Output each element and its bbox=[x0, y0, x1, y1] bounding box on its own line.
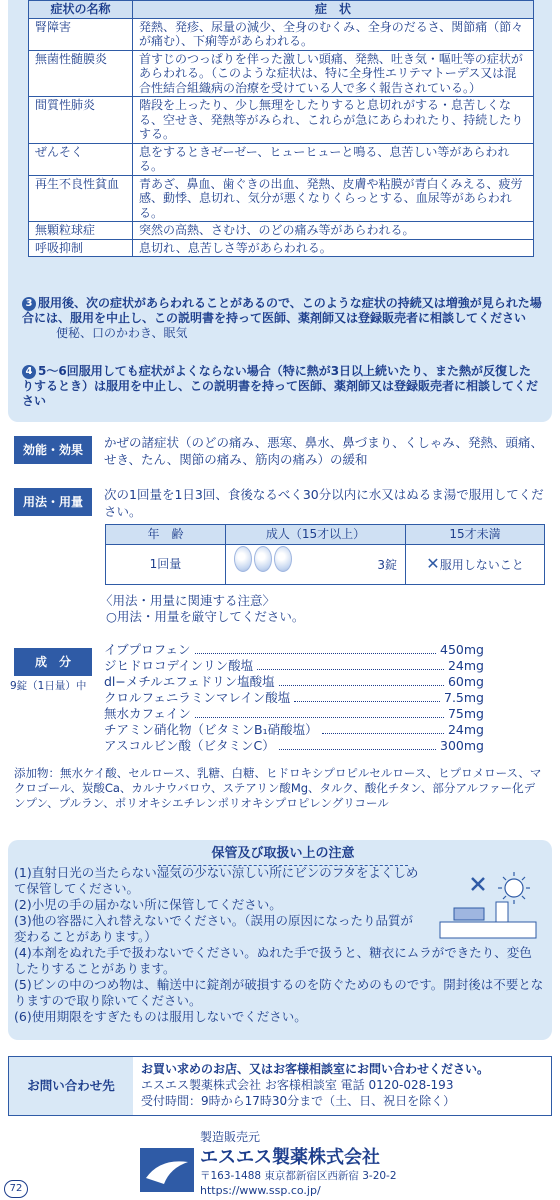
list-item: クロルフェニラミンマレイン酸塩 7.5mg bbox=[104, 690, 484, 705]
note-4-text: 5～6回服用しても症状がよくならない場合（特に熱が3日以上続いたり、また熱が反復したりするとき）は服用を中止し、この説明書を持って医師、薬剤師又は登録販売者に相談してください bbox=[22, 364, 539, 408]
symptom-name: 再生不良性貧血 bbox=[29, 175, 133, 222]
additives-text: 添加物：無水ケイ酸、セルロース、乳糖、白糖、ヒドロキシプロピルセルロース、ヒプロメロース、マクロゴール、炭酸Ca、カルナウバロウ、ステアリン酸Mg、タルク、酸化チタン、部分アルファー化デンプン、プルラン、ポリオキシエチレンポリオキシプロピレングリコール bbox=[14, 766, 542, 810]
table-row bbox=[29, 50, 534, 97]
note-3 bbox=[22, 296, 542, 340]
company-url[interactable]: https://www.ssp.co.jp/ bbox=[200, 1184, 321, 1197]
dosage-tag: 用法・用量 bbox=[14, 488, 92, 516]
contact-text bbox=[141, 1061, 549, 1109]
adult-dose-cell bbox=[226, 545, 406, 585]
list-item: (3)他の容器に入れ替えないでください。（誤用の原因になったり品質が変わることがあります。） bbox=[14, 913, 413, 944]
table-row bbox=[29, 143, 534, 175]
cross-icon: ✕ bbox=[426, 554, 440, 574]
table-row bbox=[29, 239, 534, 257]
maker-role: 製造販売元 bbox=[200, 1130, 261, 1144]
company-name: エスエス製薬株式会社 bbox=[200, 1147, 380, 1168]
note-3-text: 服用後、次の症状があらわれることがあるので、このような症状の持続又は増強が見られた場合には、服用を中止し、この説明書を持って医師、薬剤師又は登録販売者に相談してください bbox=[22, 296, 542, 325]
symptom-name: ぜんそく bbox=[29, 143, 133, 175]
list-item: ジヒドロコデインリン酸塩 24mg bbox=[104, 658, 484, 673]
symptom-name: 腎障害 bbox=[29, 18, 133, 50]
child-dose: 服用しないこと bbox=[439, 558, 524, 573]
dosage-text: 次の1回量を1日3回、食後なるべく30分以内に水又はぬるま湯で服用してください。 bbox=[104, 487, 544, 519]
efficacy-text: かぜの諸症状（のどの痛み、悪寒、鼻水、鼻づまり、くしゃみ、発熱、頭痛、せき、たん、関節の痛み、筋肉の痛み）の緩和 bbox=[104, 435, 544, 467]
symptom-name: 無菌性髄膜炎 bbox=[29, 50, 133, 97]
symptom-name: 間質性肺炎 bbox=[29, 97, 133, 144]
list-item: チアミン硝化物（ビタミンB₁硝酸塩） 24mg bbox=[104, 722, 484, 737]
efficacy-tag: 効能・効果 bbox=[14, 436, 92, 464]
storage-illustration bbox=[434, 870, 540, 940]
contact-line: お買い求めのお店、又はお客様相談室にお問い合わせください。 bbox=[141, 1062, 490, 1076]
company-address: 〒163-1488 東京都新宿区西新宿 3-20-2 bbox=[200, 1170, 397, 1182]
ingredient-list bbox=[104, 642, 484, 754]
dosage-note-text: ○用法・用量を厳守してください。 bbox=[106, 609, 305, 624]
symptom-desc: 息切れ、息苦しさ等があらわれる。 bbox=[133, 239, 534, 257]
list-item: (2)小児の手の届かない所に保管してください。 bbox=[14, 897, 282, 912]
list-item: イブプロフェン 450mg bbox=[104, 642, 484, 657]
storage-panel bbox=[8, 840, 552, 1040]
table-row bbox=[29, 222, 534, 240]
page-number: 72 bbox=[4, 1180, 28, 1198]
symptom-table-header bbox=[29, 1, 534, 19]
col-age: 年 齢 bbox=[106, 525, 226, 545]
col-child: 15才未満 bbox=[406, 525, 545, 545]
ingredients-basis: 9錠（1日量）中 bbox=[10, 680, 87, 692]
header-name: 症状の名称 bbox=[29, 1, 133, 19]
dosage-table bbox=[105, 524, 545, 585]
contact-label: お問い合わせ先 bbox=[9, 1057, 133, 1115]
note-3-symptoms: 便秘、口のかわき、眠気 bbox=[56, 325, 188, 340]
list-item: (6)使用期限をすぎたものは服用しないでください。 bbox=[14, 1009, 307, 1024]
table-row bbox=[29, 175, 534, 222]
storage-title: 保管及び取扱い上の注意 bbox=[158, 846, 408, 866]
contact-line: 受付時間：9時から17時30分まで（土、日、祝日を除く） bbox=[141, 1094, 456, 1108]
symptom-table bbox=[28, 0, 534, 257]
note-number: 3 bbox=[22, 297, 36, 311]
list-item: (1)直射日光の当たらない湿気の少ない涼しい所にビンのフタをよくしめて保管してください。 bbox=[14, 865, 419, 896]
row-label: 1回量 bbox=[106, 545, 226, 585]
symptom-desc: 階段を上ったり、少し無理をしたりすると息切れがする・息苦しくなる、空せき、発熱等がみられ、これらが急にあらわれたり、持続したりする。 bbox=[133, 97, 534, 144]
symptom-name: 無顆粒球症 bbox=[29, 222, 133, 240]
symptom-desc: 突然の高熱、さむけ、のどの痛み等があらわれる。 bbox=[133, 222, 534, 240]
company-logo bbox=[140, 1148, 194, 1192]
note-4 bbox=[22, 364, 542, 408]
list-item: アスコルビン酸（ビタミンC） 300mg bbox=[104, 738, 484, 753]
list-item: 無水カフェイン 75mg bbox=[104, 706, 484, 721]
tablet-icon bbox=[254, 546, 272, 572]
list-item: (5)ビンの中のつめ物は、輸送中に錠剤が破損するのを防ぐためのものです。開封後は不要となりますので取り除いてください。 bbox=[14, 977, 544, 1008]
tablet-icon bbox=[274, 546, 292, 572]
symptom-desc: 首すじのつっぱりを伴った激しい頭痛、発熱、吐き気・嘔吐等の症状があらわれる。（このような症状は、特に全身性エリテマトーデス又は混合性結合組織病の治療を受けている人で多く報告されている。） bbox=[133, 50, 534, 97]
list-item: (4)本剤をぬれた手で扱わないでください。ぬれた手で扱うと、糖衣にムラができたり、変色したりすることがあります。 bbox=[14, 945, 532, 976]
col-adult: 成人（15才以上） bbox=[226, 525, 406, 545]
contact-box bbox=[8, 1056, 552, 1116]
tablet-icon bbox=[234, 546, 252, 572]
symptom-desc: 青あざ、鼻血、歯ぐきの出血、発熱、皮膚や粘膜が青白くみえる、疲労感、動悸、息切れ、気分が悪くなりくらっとする、血尿等があらわれる。 bbox=[133, 175, 534, 222]
adult-dose: 3錠 bbox=[377, 557, 397, 572]
header-symptom: 症 状 bbox=[133, 1, 534, 19]
ingredients-tag: 成 分 bbox=[14, 648, 92, 676]
child-dose-cell bbox=[406, 545, 545, 585]
contact-line: エスエス製薬株式会社 お客様相談室 電話 0120-028-193 bbox=[141, 1078, 454, 1092]
symptom-name: 呼吸抑制 bbox=[29, 239, 133, 257]
sun-icon bbox=[498, 872, 530, 904]
symptom-desc: 息をするときゼーゼー、ヒューヒューと鳴る、息苦しい等があらわれる。 bbox=[133, 143, 534, 175]
note-number: 4 bbox=[22, 365, 36, 379]
dosage-note-title: 〈用法・用量に関連する注意〉 bbox=[100, 593, 276, 608]
table-row bbox=[29, 18, 534, 50]
symptom-desc: 発熱、発疹、尿量の減少、全身のむくみ、全身のだるさ、関節痛（節々が痛む）、下痢等があらわれる。 bbox=[133, 18, 534, 50]
table-row bbox=[29, 97, 534, 144]
list-item: dl−メチルエフェドリン塩酸塩 60mg bbox=[104, 674, 484, 689]
cross-icon bbox=[472, 878, 484, 890]
